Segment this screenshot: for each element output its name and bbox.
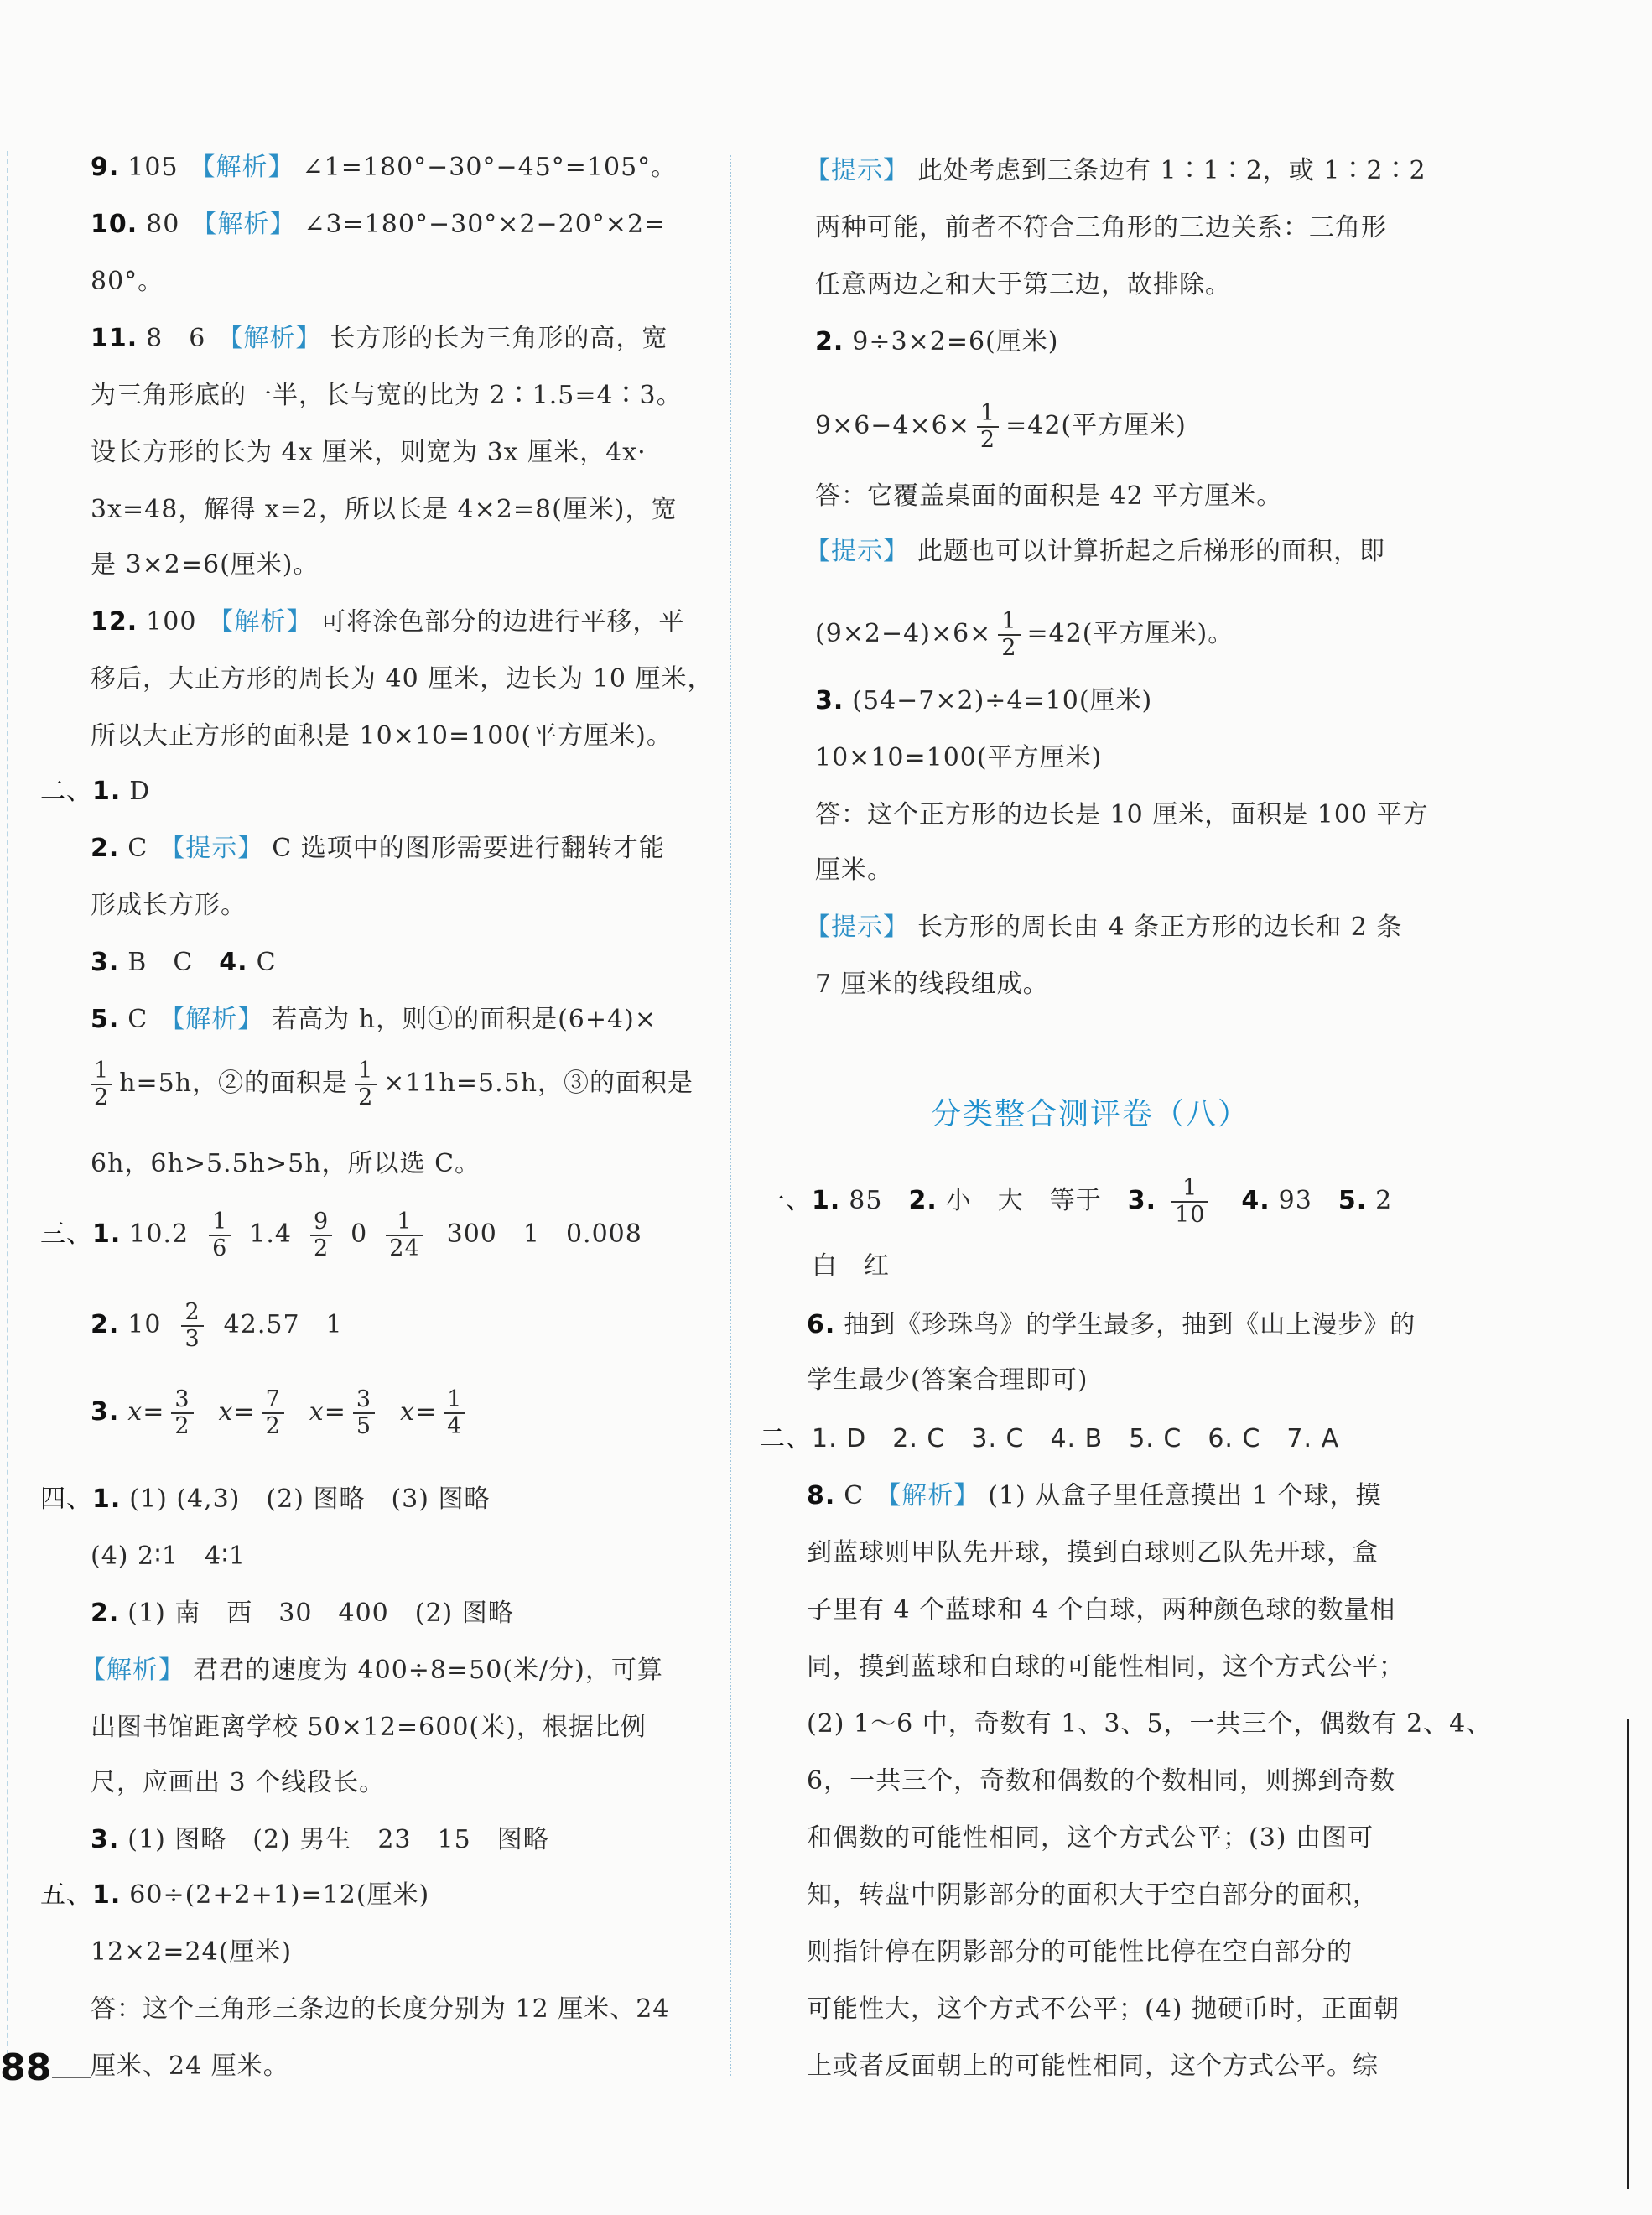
sec3-q2: 2. 10 $\frac{2}{3}$ 42.57 1: [91, 1299, 343, 1352]
sec4-q3: 3. (1) 图略 (2) 男生 23 15 图略: [91, 1825, 549, 1854]
r-q2: 2. 9÷3×2=6(厘米): [815, 327, 1059, 356]
r-sec2-q8: 8. C 【解析】 (1) 从盒子里任意摸出 1 个球，摸: [807, 1481, 1382, 1510]
sec2-q2: 2. C 【提示】 C 选项中的图形需要进行翻转才能: [91, 834, 665, 863]
fraction: $\frac{7}{2}$: [262, 1387, 284, 1439]
q10-line: 10. 80 【解析】 ∠3=180°−30°×2−20°×2=: [91, 210, 667, 239]
q12-line: 12. 100 【解析】 可将涂色部分的边进行平移，平: [91, 607, 685, 637]
hint1-line3: 任意两边之和大于第三边，故排除。: [815, 270, 1231, 299]
section-title: 分类整合测评卷（八）: [931, 1097, 1250, 1131]
r-sec2-q8-l8: 知，转盘中阴影部分的面积大于空白部分的面积，: [807, 1880, 1379, 1910]
r-sec2-q8-l11: 上或者反面朝上的可能性相同，这个方式公平。综: [807, 2051, 1379, 2081]
fraction: $\frac{1}{24}$: [386, 1209, 423, 1261]
fraction: $\frac{9}{2}$: [310, 1209, 332, 1261]
fraction: $\frac{1}{2}$: [977, 401, 999, 453]
r-sec2-q8-l5: (2) 1～6 中，奇数有 1、3、5，一共三个，偶数有 2、4、: [807, 1709, 1493, 1739]
r-sec2-q8-l4: 同，摸到蓝球和白球的可能性相同，这个方式公平；: [807, 1652, 1405, 1682]
fraction: $\frac{1}{10}$: [1171, 1176, 1208, 1228]
left-margin-rule: [7, 151, 8, 2080]
page-number: 88: [0, 2046, 52, 2089]
sec2-q5-line3: 6h，6h>5.5h>5h，所以选 C。: [91, 1149, 481, 1178]
hint1-line2: 两种可能，前者不符合三角形的三边关系：三角形: [815, 213, 1387, 242]
sec4-q1-line2: (4) 2∶1 4∶1: [91, 1542, 246, 1571]
r-q2-line3: 答：它覆盖桌面的面积是 42 平方厘米。: [815, 481, 1283, 511]
q12-line2: 移后，大正方形的周长为 40 厘米，边长为 10 厘米，: [91, 664, 714, 694]
sec4-q2-analysis-line2: 出图书馆距离学校 50×12=600(米)，根据比例: [91, 1713, 647, 1742]
fraction: $\frac{1}{6}$: [209, 1209, 231, 1261]
sec4-q2-analysis-line3: 尺，应画出 3 个线段长。: [91, 1768, 386, 1797]
r-q3: 3. (54−7×2)÷4=10(厘米): [815, 686, 1153, 715]
q10-line2: 80°。: [91, 267, 164, 296]
binding-edge-line: [1627, 1719, 1629, 2189]
r-q2-hint: 【提示】 此题也可以计算折起之后梯形的面积，即: [805, 537, 1385, 566]
r-sec2-q8-l9: 则指针停在阴影部分的可能性比停在空白部分的: [807, 1937, 1353, 1967]
sec5-line3: 答：这个三角形三条边的长度分别为 12 厘米、24: [91, 1994, 670, 2024]
r-q3-line4: 厘米。: [815, 855, 893, 885]
r-sec1-line2: 白 红: [812, 1251, 890, 1281]
r-sec2-q8-l2: 到蓝球则甲队先开球，摸到白球则乙队先开球，盒: [807, 1538, 1379, 1568]
q12-line3: 所以大正方形的面积是 10×10=100(平方厘米)。: [91, 721, 673, 751]
q11-line: 11. 8 6 【解析】 长方形的长为三角形的高，宽: [91, 324, 668, 353]
hint1: 【提示】 此处考虑到三条边有 1∶1∶2，或 1∶2∶2: [805, 156, 1426, 185]
sec4-q2-analysis: 【解析】 君君的速度为 400÷8=50(米/分)，可算: [81, 1656, 663, 1685]
sec5-q1: 五、1. 60÷(2+2+1)=12(厘米): [40, 1880, 430, 1910]
r-sec2-q8-l10: 可能性大，这个方式不公平；(4) 抛硬币时，正面朝: [807, 1994, 1400, 2024]
r-q2-hint-line2: (9×2−4)×6× $\frac{1}{2}$ =42(平方厘米)。: [815, 608, 1234, 661]
r-q3-line3: 答：这个正方形的边长是 10 厘米，面积是 100 平方: [815, 800, 1429, 829]
sec2-q5-line2: $\frac{1}{2}$ h=5h，②的面积是 $\frac{1}{2}$ ×11h=5.5h，③的面积是: [84, 1058, 694, 1110]
sec3-q1: 三、1. 10.2 $\frac{1}{6}$ 1.4 $\frac{9}{2}$ 0 $\frac{1}{24}$ 300 1 0.008: [40, 1209, 642, 1261]
sec2-q3-q4: 3. B C 4. C: [91, 948, 277, 977]
q11-line5: 是 3×2=6(厘米)。: [91, 550, 319, 580]
r-sec1-line1: 一、1. 85 2. 小 大 等于 3. $\frac{1}{10}$ 4. 93 5. 2: [760, 1175, 1393, 1228]
r-sec2-line1: 二、1. D 2. C 3. C 4. B 5. C 6. C 7. A: [760, 1424, 1340, 1453]
fraction: $\frac{1}{2}$: [355, 1058, 377, 1110]
sec2-q2-line2: 形成长方形。: [91, 891, 247, 920]
fraction: $\frac{1}{4}$: [444, 1387, 465, 1439]
q9-line: 9. 105 【解析】 ∠1=180°−30°−45°=105°。: [91, 153, 678, 182]
sec2-q5: 5. C 【解析】 若高为 h，则①的面积是(6+4)×: [91, 1005, 657, 1034]
fraction: $\frac{3}{2}$: [171, 1387, 193, 1439]
r-sec1-q6: 6. 抽到《珍珠鸟》的学生最多，抽到《山上漫步》的: [807, 1310, 1416, 1339]
r-q3-hint-line2: 7 厘米的线段组成。: [815, 970, 1049, 999]
q11-line3: 设长方形的长为 4x 厘米，则宽为 3x 厘米，4x·: [91, 438, 647, 467]
q11-line2: 为三角形底的一半，长与宽的比为 2∶1.5=4∶3。: [91, 381, 683, 410]
sec2-q1: 二、1. D: [40, 777, 151, 806]
r-q2-line2: 9×6−4×6× $\frac{1}{2}$ =42(平方厘米): [815, 400, 1187, 453]
r-q3-line2: 10×10=100(平方厘米): [815, 743, 1103, 772]
q11-line4: 3x=48，解得 x=2，所以长是 4×2=8(厘米)，宽: [91, 495, 678, 524]
sec5-line2: 12×2=24(厘米): [91, 1937, 293, 1967]
fraction: $\frac{3}{5}$: [353, 1387, 375, 1439]
page-number-rule: [52, 2077, 91, 2078]
sec4-q2: 2. (1) 南 西 30 400 (2) 图略: [91, 1599, 514, 1628]
fraction: $\frac{1}{2}$: [91, 1058, 112, 1110]
r-sec1-q6-line2: 学生最少(答案合理即可): [807, 1365, 1088, 1395]
column-divider: [730, 155, 731, 2076]
sec5-line4: 厘米、24 厘米。: [91, 2051, 289, 2081]
r-sec2-q8-l3: 子里有 4 个蓝球和 4 个白球，两种颜色球的数量相: [807, 1595, 1396, 1625]
fraction: $\frac{2}{3}$: [181, 1300, 203, 1352]
fraction: $\frac{1}{2}$: [998, 609, 1020, 661]
sec3-q3: 3. x= $\frac{3}{2}$ x= $\frac{7}{2}$ x= $\frac{3}{5}$ x= $\frac{1}{4}$: [91, 1387, 472, 1439]
r-sec2-q8-l6: 6，一共三个，奇数和偶数的个数相同，则掷到奇数: [807, 1766, 1396, 1796]
r-sec2-q8-l7: 和偶数的可能性相同，这个方式公平；(3) 由图可: [807, 1823, 1374, 1853]
r-q3-hint: 【提示】 长方形的周长由 4 条正方形的边长和 2 条: [805, 913, 1403, 942]
sec4-q1: 四、1. (1) (4,3) (2) 图略 (3) 图略: [40, 1484, 491, 1514]
